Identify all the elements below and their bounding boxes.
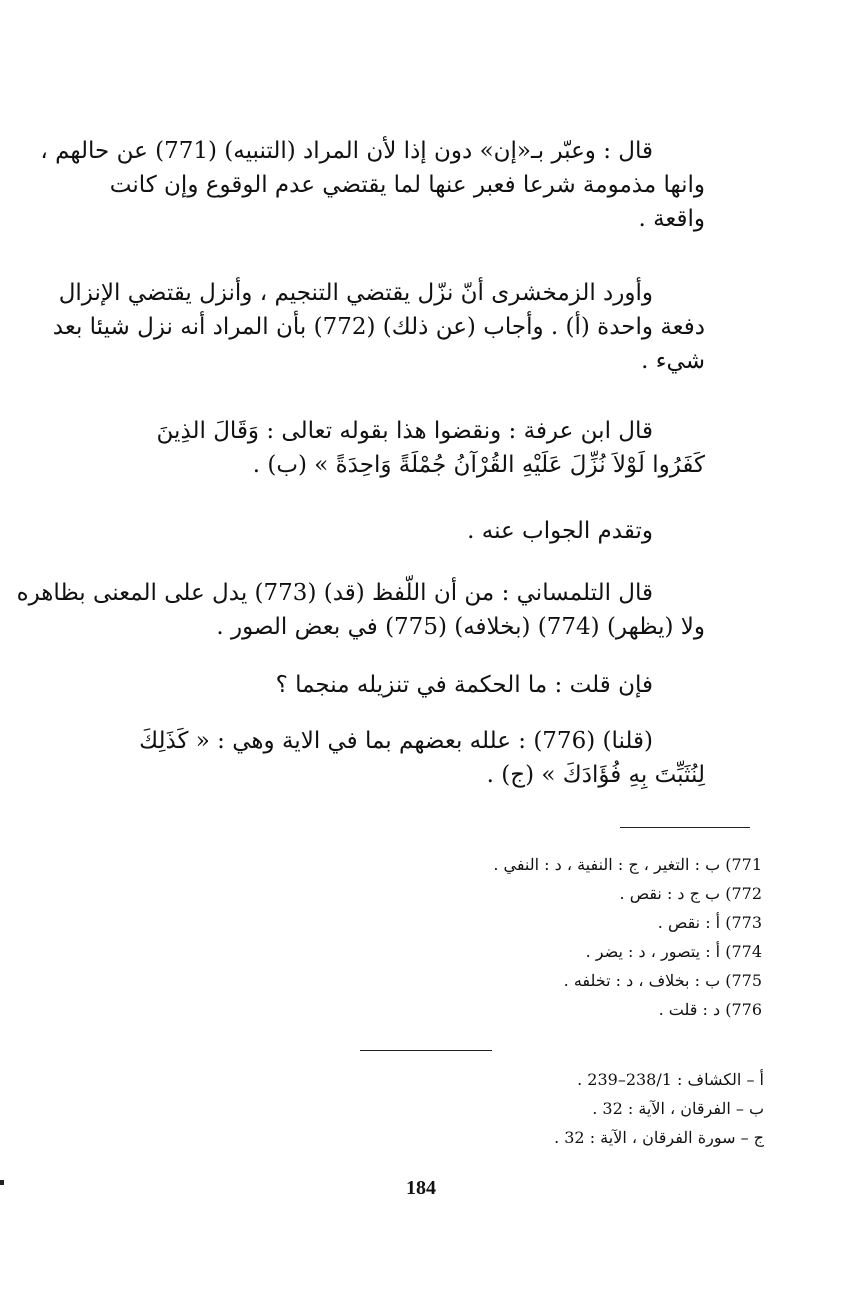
- text-line: شيء .: [641, 348, 705, 374]
- paragraph-answer: [70, 724, 705, 792]
- paragraph-ibn-arafa: [70, 414, 705, 482]
- text-line: قال ابن عرفة : ونقضوا هذا بقوله تعالى : وَقَالَ الذِينَ: [156, 418, 653, 444]
- page-number: 184: [406, 1177, 436, 1199]
- text-line: (قلنا) (776) : علله بعضهم بما في الاية وهي : « كَذَلِكَ: [139, 728, 653, 754]
- reference: أ – الكشاف : 238/1–239 .: [577, 1070, 764, 1089]
- text-line: قال : وعبّر بـ«إن» دون إذا لأن المراد (التنبيه) (771) عن حالهم ،: [40, 138, 653, 164]
- reference: ج – سورة الفرقان ، الآية : 32 .: [554, 1128, 764, 1147]
- footnote: 771) ب : التغير ، ج : النفية ، د : النفي .: [493, 855, 762, 874]
- text-line: وأورد الزمخشرى أنّ نزّل يقتضي التنجيم ، وأنزل يقتضي الإنزال: [58, 280, 653, 306]
- text-line: ولا (يظهر) (774) (بخلافه) (775) في بعض الصور .: [216, 614, 705, 640]
- paragraph-tanjim: [52, 276, 705, 378]
- footnotes-list: [493, 850, 762, 1024]
- footnote: 773) أ : نقص .: [657, 913, 762, 932]
- paragraph-zamakhshari-note: [40, 134, 705, 236]
- text-line: وتقدم الجواب عنه .: [467, 518, 653, 544]
- text-line: واقعة .: [638, 206, 705, 232]
- footnote: 775) ب : بخلاف ، د : تخلفه .: [563, 971, 762, 990]
- footnote-divider: [620, 827, 750, 828]
- text-line: دفعة واحدة (أ) . وأجاب (عن ذلك) (772) بأن المراد أنه نزل شيئا بعد: [52, 314, 705, 340]
- text-line: فإن قلت : ما الحكمة في تنزيله منجما ؟: [275, 672, 653, 698]
- reference: ب – الفرقان ، الآية : 32 .: [592, 1099, 764, 1118]
- references-divider: [360, 1050, 492, 1051]
- paragraph-answer-ref: [70, 514, 705, 548]
- paragraph-question: [70, 668, 705, 702]
- footnote: 776) د : قلت .: [658, 1000, 762, 1019]
- references-list: [554, 1065, 764, 1152]
- footnote: 772) ب ج د : نقص .: [619, 884, 762, 903]
- footnote: 774) أ : يتصور ، د : يضر .: [585, 942, 762, 961]
- paragraph-tilimsani: [16, 576, 705, 644]
- text-line: وانها مذمومة شرعا فعبر عنها لما يقتضي عدم الوقوع وإن كانت: [109, 172, 705, 198]
- scan-edge-mark: [0, 1180, 4, 1185]
- quran-verse-line: كَفَرُوا لَوْلاَ نُزِّلَ عَلَيْهِ القُرْآنُ جُمْلَةً وَاحِدَةً » (ب) .: [252, 452, 705, 478]
- text-line: قال التلمساني : من أن اللّفظ (قد) (773) يدل على المعنى بظاهره: [16, 580, 653, 606]
- quran-verse-line: لِنُثَبِّتَ بِهِ فُؤَادَكَ » (ج) .: [486, 762, 705, 788]
